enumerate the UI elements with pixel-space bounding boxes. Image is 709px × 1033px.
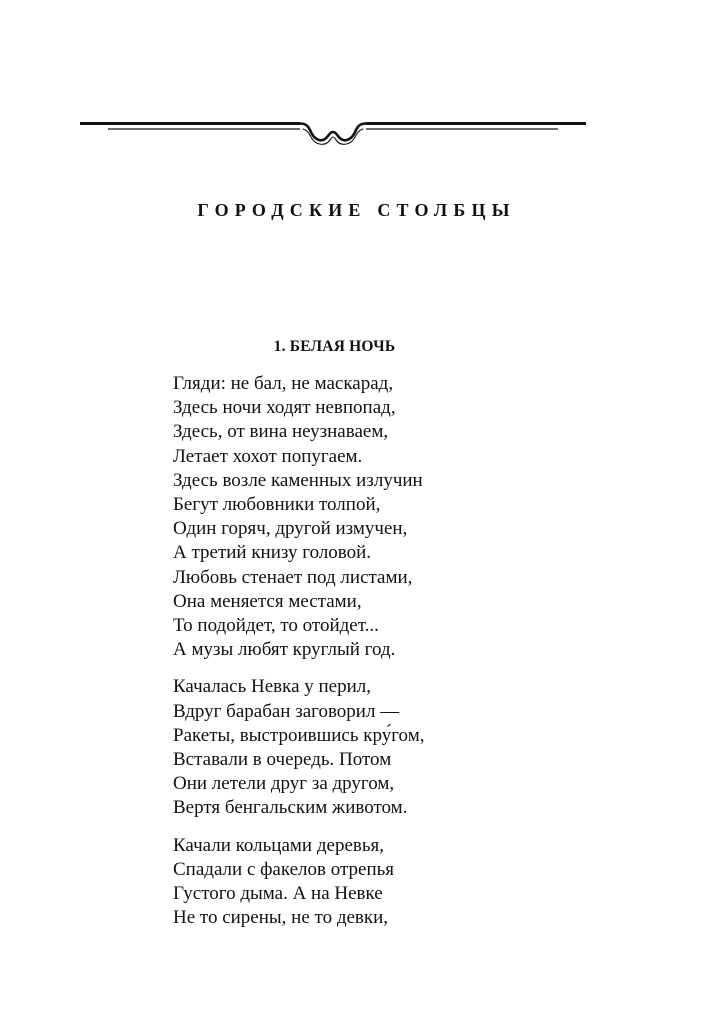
poem-title: 1. БЕЛАЯ НОЧЬ	[273, 338, 396, 355]
poem-line: Здесь ночи ходят невпопад,	[173, 397, 396, 419]
poem-line: Вертя бенгальским животом.	[173, 797, 408, 819]
poem-line: То подойдет, то отойдет...	[173, 615, 379, 637]
divider-right-rules	[366, 124, 586, 130]
poem-line: Здесь возле каменных излучин	[173, 469, 423, 491]
poem-line: Гляди: не бал, не маскарад,	[173, 373, 394, 394]
poem-line: А музы любят круглый год.	[173, 639, 396, 661]
stanza	[173, 372, 633, 662]
poem-line: Здесь, от вина неузнаваем,	[173, 421, 389, 443]
poem-line: Качалась Невка у перил,	[173, 676, 372, 698]
poem-line: Густого дыма. А на Невке	[173, 883, 383, 905]
poem-line: Не то сирены, не то девки,	[173, 907, 389, 929]
poem-body	[173, 372, 633, 943]
poem-line: Вдруг барабан заговорил —	[173, 700, 400, 722]
stanza	[173, 675, 633, 820]
poem-line: Качали кольцами деревья,	[173, 834, 385, 856]
divider-center-flourish-icon	[300, 124, 366, 145]
poem-line: А третий книзу головой.	[173, 542, 372, 564]
poem-line: Спадали с факелов отрепья	[173, 858, 395, 880]
section-title: ГОРОДСКИЕ СТОЛБЦЫ	[197, 200, 516, 220]
ornament-divider	[78, 118, 588, 148]
divider-left-rules	[80, 124, 300, 130]
poem-line: Бегут любовники толпой,	[173, 494, 381, 516]
poem-line: Она меняется местами,	[173, 590, 362, 612]
stanza	[173, 834, 633, 931]
poem-line: Они летели друг за другом,	[173, 773, 395, 795]
poem-line: Вставали в очередь. Потом	[173, 749, 392, 771]
poem-line: Любовь стенает под листами,	[173, 566, 413, 588]
poem-line: Один горяч, другой измучен,	[173, 518, 408, 540]
poem-line: Летает хохот попугаем.	[173, 445, 363, 467]
poem-line: Ракеты, выстроившись кру́гом,	[173, 724, 425, 746]
